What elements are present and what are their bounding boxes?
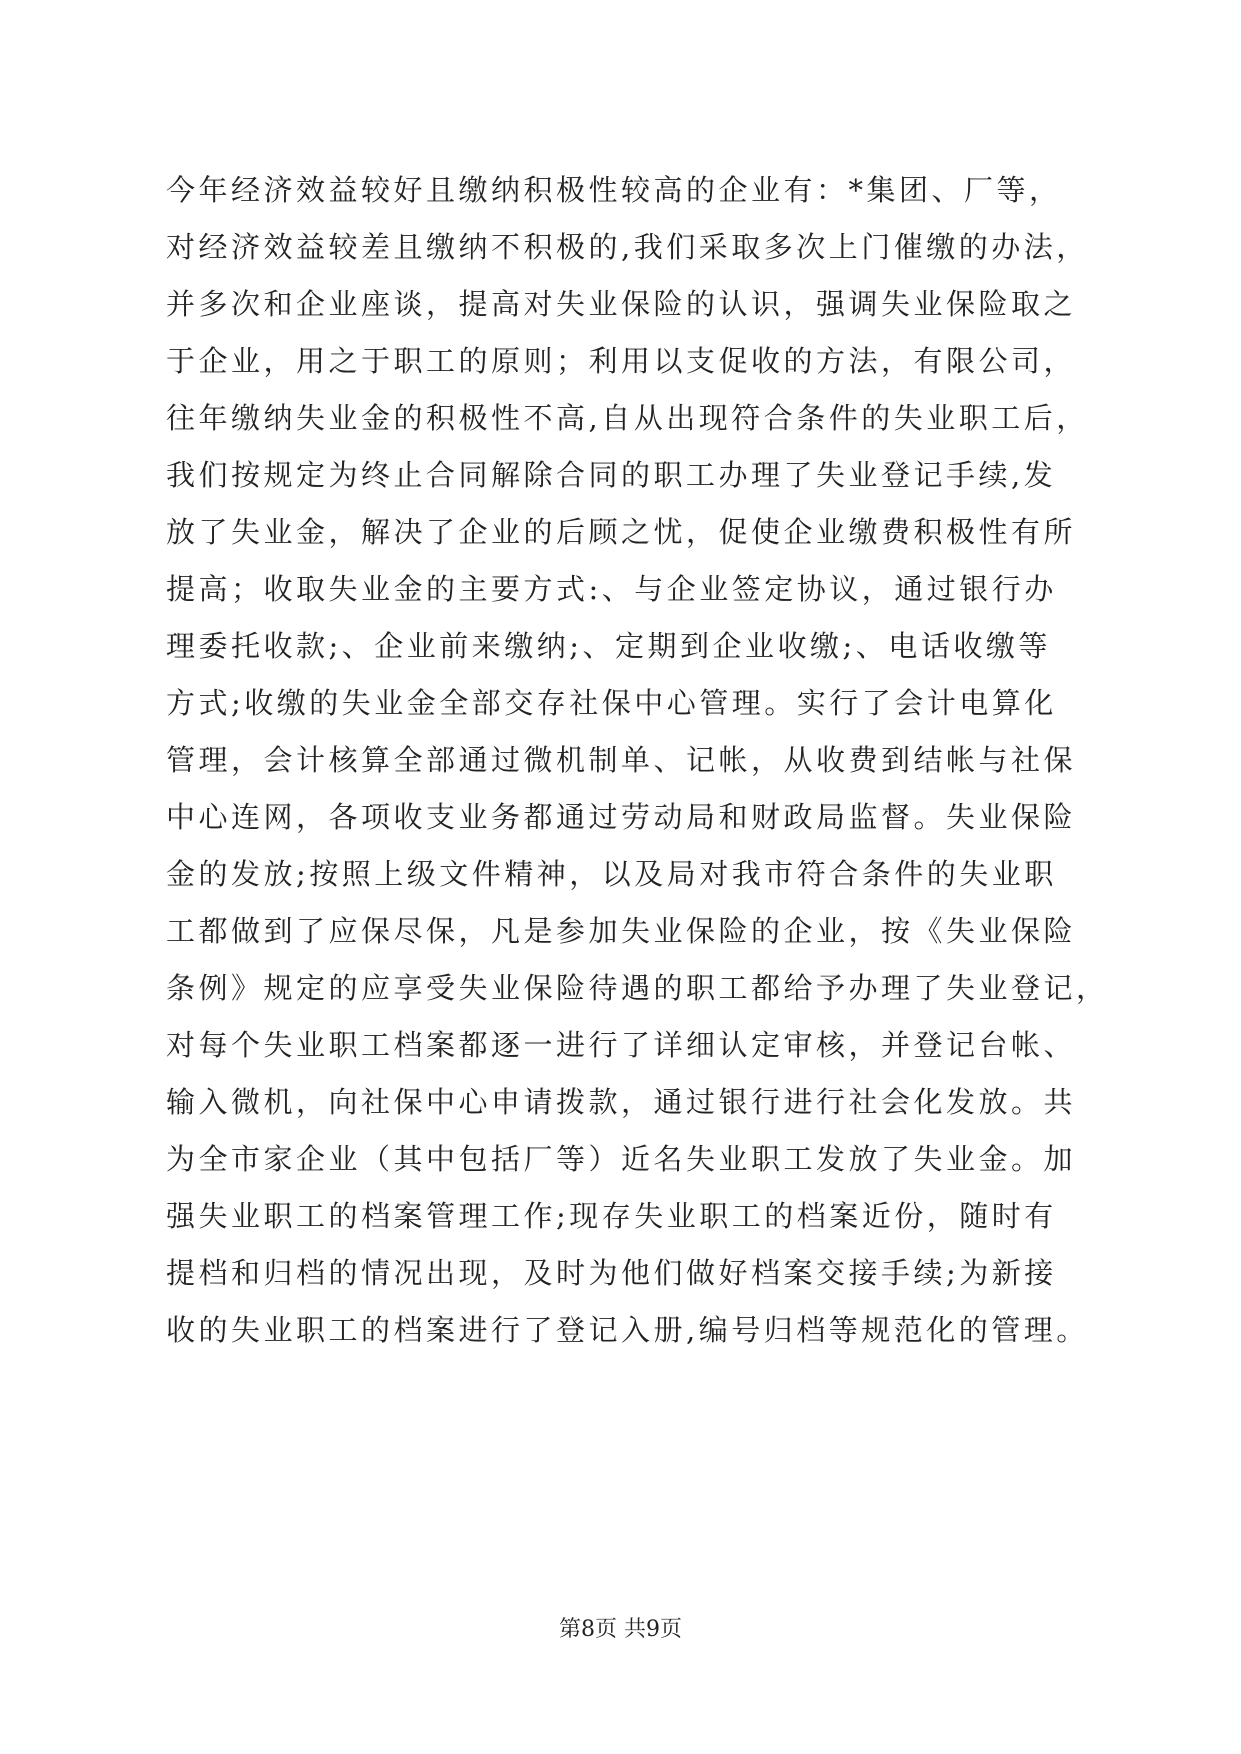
- text-line: 对经济效益较差且缴纳不积极的,我们采取多次上门催缴的办法，: [166, 230, 1089, 264]
- text-line: 往年缴纳失业金的积极性不高,自从出现符合条件的失业职工后，: [166, 401, 1089, 435]
- text-line: 收的失业职工的档案进行了登记入册,编号归档等规范化的管理。: [166, 1313, 1089, 1347]
- text-line: 输入微机，向社保中心申请拨款，通过银行进行社会化发放。共: [166, 1085, 1077, 1119]
- text-line: 提高；收取失业金的主要方式:、与企业签定协议，通过银行办: [166, 572, 1057, 606]
- text-line: 放了失业金，解决了企业的后顾之忧，促使企业缴费积极性有所: [166, 515, 1077, 549]
- text-line: 对每个失业职工档案都逐一进行了详细认定审核，并登记台帐、: [166, 1028, 1077, 1062]
- text-line: 工都做到了应保尽保，凡是参加失业保险的企业，按《失业保险: [166, 914, 1077, 948]
- text-line: 为全市家企业（其中包括厂等）近名失业职工发放了失业金。加: [166, 1142, 1077, 1176]
- text-line: 于企业，用之于职工的原则；利用以支促收的方法，有限公司，: [166, 344, 1077, 378]
- text-line: 强失业职工的档案管理工作;现存失业职工的档案近份，随时有: [166, 1199, 1057, 1233]
- text-line: 中心连网，各项收支业务都通过劳动局和财政局监督。失业保险: [166, 800, 1077, 834]
- text-line: 金的发放;按照上级文件精神，以及局对我市符合条件的失业职: [166, 857, 1057, 891]
- text-line: 提档和归档的情况出现，及时为他们做好档案交接手续;为新接: [166, 1256, 1057, 1290]
- text-line: 条例》规定的应享受失业保险待遇的职工都给予办理了失业登记，: [166, 971, 1109, 1005]
- text-line: 管理，会计核算全部通过微机制单、记帐，从收费到结帐与社保: [166, 743, 1077, 777]
- text-line: 今年经济效益较好且缴纳积极性较高的企业有：*集团、厂等，: [166, 173, 1062, 207]
- text-line: 理委托收款;、企业前来缴纳;、定期到企业收缴;、电话收缴等: [166, 629, 1051, 663]
- text-line: 并多次和企业座谈，提高对失业保险的认识，强调失业保险取之: [166, 287, 1077, 321]
- text-line: 方式;收缴的失业金全部交存社保中心管理。实行了会计电算化: [166, 686, 1057, 720]
- page-number-footer: 第8页 共9页: [559, 1617, 682, 1642]
- text-line: 我们按规定为终止合同解除合同的职工办理了失业登记手续,发: [166, 458, 1057, 492]
